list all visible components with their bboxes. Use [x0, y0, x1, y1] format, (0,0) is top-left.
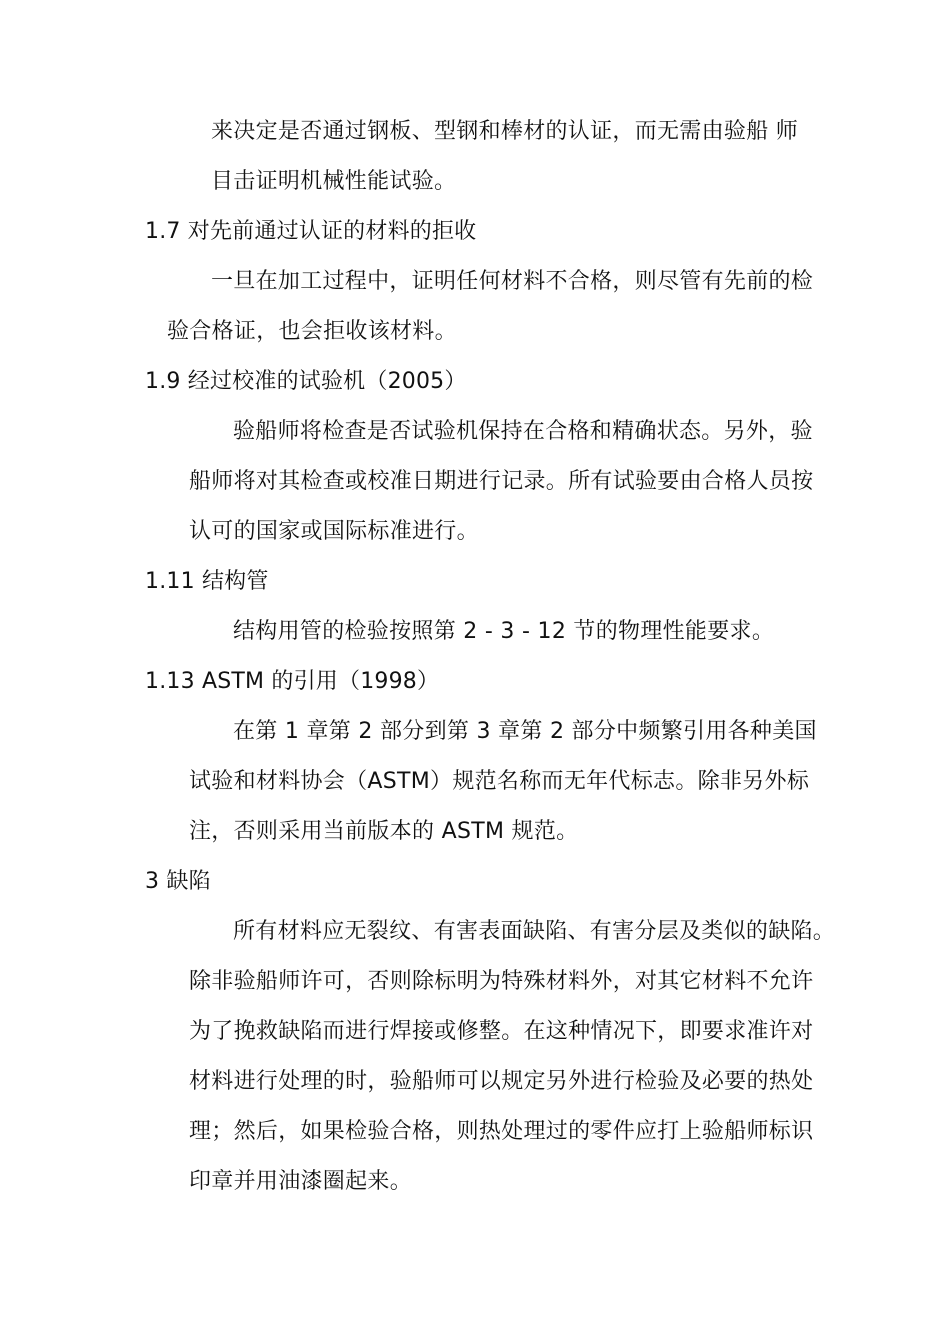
- section-heading-1-9: 1.9 经过校准的试验机（2005）: [145, 369, 467, 394]
- section-heading-1-13: 1.13 ASTM 的引用（1998）: [145, 669, 440, 694]
- paragraph-line: 在第 1 章第 2 部分到第 3 章第 2 部分中频繁引用各种美国: [233, 719, 817, 744]
- paragraph-line: 目击证明机械性能试验。: [211, 169, 457, 194]
- paragraph-line: 为了挽救缺陷而进行焊接或修整。在这种情况下，即要求准许对: [189, 1019, 814, 1044]
- paragraph-line: 所有材料应无裂纹、有害表面缺陷、有害分层及类似的缺陷。: [233, 919, 836, 944]
- section-heading-3: 3 缺陷: [145, 869, 211, 894]
- paragraph-line: 材料进行处理的时，验船师可以规定另外进行检验及必要的热处: [189, 1069, 814, 1094]
- paragraph-line: 注，否则采用当前版本的 ASTM 规范。: [189, 819, 579, 844]
- paragraph-line: 验合格证，也会拒收该材料。: [167, 319, 457, 344]
- paragraph-line: 试验和材料协会（ASTM）规范名称而无年代标志。除非另外标: [189, 769, 810, 794]
- paragraph-line: 验船师将检查是否试验机保持在合格和精确状态。另外，验: [233, 419, 813, 444]
- paragraph-line: 理；然后，如果检验合格，则热处理过的零件应打上验船师标识: [189, 1119, 814, 1144]
- paragraph-line: 来决定是否通过钢板、型钢和棒材的认证，而无需由验船 师: [211, 119, 799, 144]
- paragraph-line: 认可的国家或国际标准进行。: [189, 519, 479, 544]
- section-heading-1-7: 1.7 对先前通过认证的材料的拒收: [145, 219, 477, 244]
- paragraph-line: 一旦在加工过程中，证明任何材料不合格，则尽管有先前的检: [211, 269, 814, 294]
- paragraph-line: 结构用管的检验按照第 2 - 3 - 12 节的物理性能要求。: [233, 619, 775, 644]
- paragraph-line: 印章并用油漆圈起来。: [189, 1169, 413, 1194]
- section-heading-1-11: 1.11 结构管: [145, 569, 269, 594]
- paragraph-line: 除非验船师许可，否则除标明为特殊材料外，对其它材料不允许: [189, 969, 814, 994]
- paragraph-line: 船师将对其检查或校准日期进行记录。所有试验要由合格人员按: [189, 469, 814, 494]
